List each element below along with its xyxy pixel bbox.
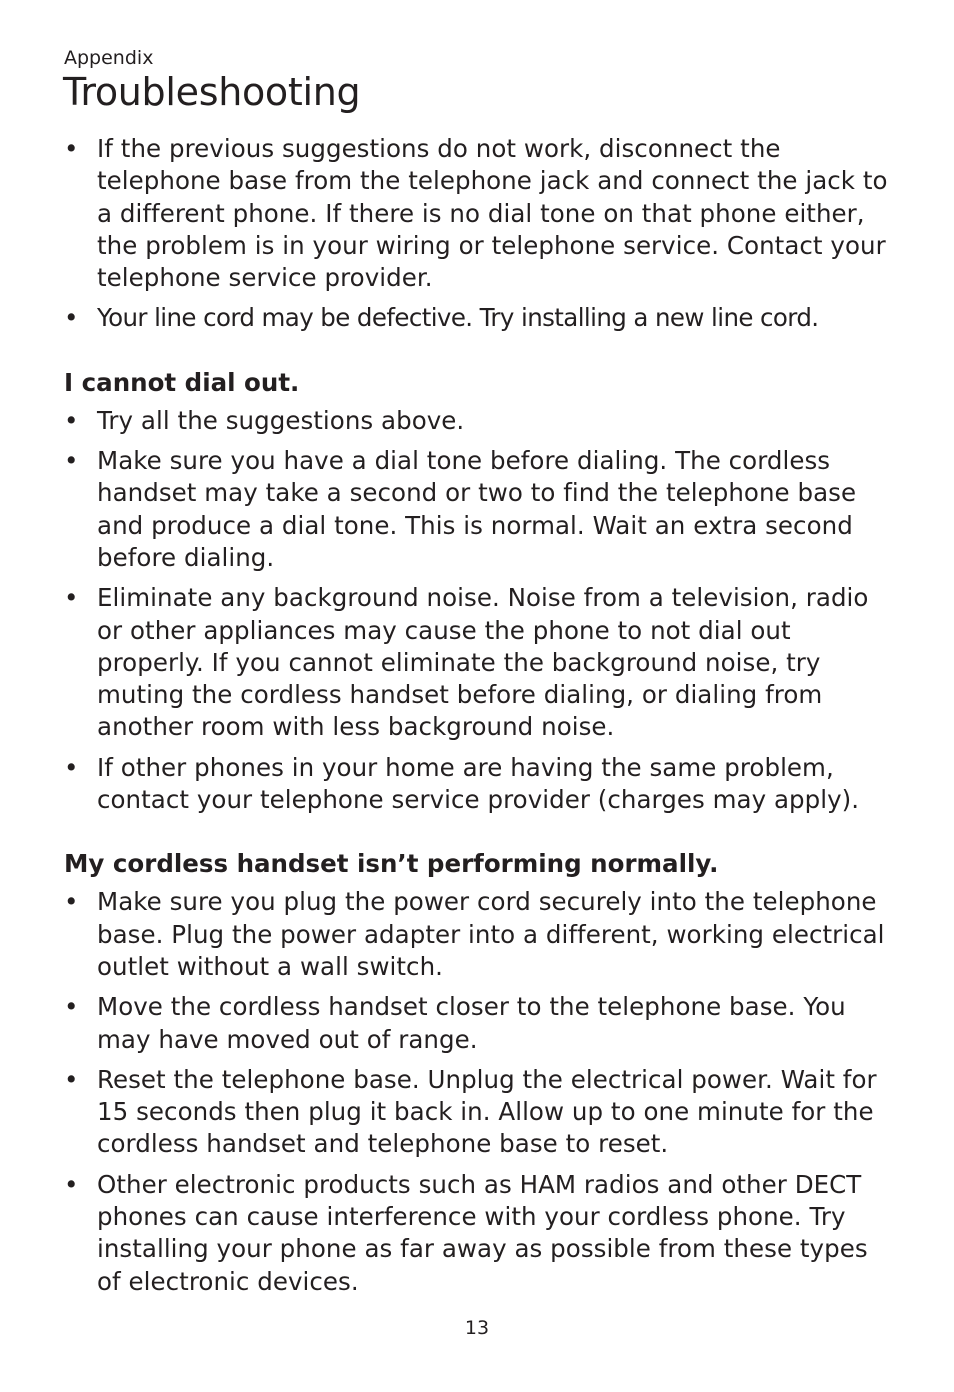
section-label: Appendix (64, 47, 154, 69)
section-heading-cannot-dial-out: I cannot dial out. (64, 367, 300, 397)
bullet-icon: • (64, 446, 79, 476)
list-item-text: Other electronic products such as HAM radios and other DECT phones can cause interference with your cordless phone. Try installing your phone as far away as possible from these types of electronic devices. (97, 1169, 868, 1296)
page-title: Troubleshooting (63, 70, 361, 114)
list-item-text: Move the cordless handset closer to the telephone base. You may have moved out of range. (97, 992, 846, 1054)
list-item (64, 405, 890, 437)
page-number: 13 (464, 1317, 490, 1339)
intro-bullet-list (64, 133, 890, 335)
bullet-icon: • (64, 134, 79, 163)
bullet-icon: • (64, 1169, 79, 1199)
list-item-text: Reset the telephone base. Unplug the electrical power. Wait for 15 seconds then plug it back in. Allow up to one minute for the cordless handset and telephone base to reset. (97, 1064, 877, 1159)
page-content (64, 133, 890, 1306)
list-item (64, 582, 890, 743)
bullet-icon: • (64, 752, 79, 782)
list-item-text: Make sure you have a dial tone before dialing. The cordless handset may take a second or two to find the telephone base and produce a dial tone. This is normal. Wait an extra second before dialing. (97, 446, 857, 572)
list-item (64, 752, 890, 817)
list-item-text: Eliminate any background noise. Noise from a television, radio or other appliances may cause the phone to not dial out properly. If you cannot eliminate the background noise, try muting the cordless handset before dialing, or dialing from another room with less background noise. (97, 583, 869, 742)
bullet-icon: • (64, 303, 78, 333)
list-item-text: Your line cord may be defective. Try installing a new line cord. (97, 303, 819, 333)
bullet-icon: • (64, 583, 79, 613)
list-item-text: If the previous suggestions do not work, disconnect the telephone base from the telephone jack and connect the jack to a different phone. If there is no dial tone on that phone either, the problem is in your wiring or telephone service. Contact your telephone service provider. (97, 134, 888, 293)
handset-not-normal-bullet-list (64, 886, 890, 1298)
list-item (64, 991, 890, 1056)
bullet-icon: • (64, 405, 79, 435)
bullet-icon: • (64, 1064, 79, 1094)
bullet-icon: • (64, 887, 79, 917)
cannot-dial-out-bullet-list (64, 405, 890, 817)
list-item (64, 886, 890, 983)
section-heading-handset-not-normal: My cordless handset isn’t performing normally. (64, 849, 719, 879)
list-item (64, 1064, 890, 1161)
list-item-text: Try all the suggestions above. (97, 405, 465, 435)
list-item-text: If other phones in your home are having the same problem, contact your telephone service provider (charges may apply). (97, 752, 860, 815)
bullet-icon: • (64, 992, 79, 1022)
list-item (64, 133, 890, 294)
list-item (64, 1169, 890, 1298)
list-item (64, 445, 890, 574)
list-item (64, 302, 890, 334)
list-item-text: Make sure you plug the power cord securely into the telephone base. Plug the power adapter into a different, working electrical outlet without a wall switch. (97, 887, 885, 981)
